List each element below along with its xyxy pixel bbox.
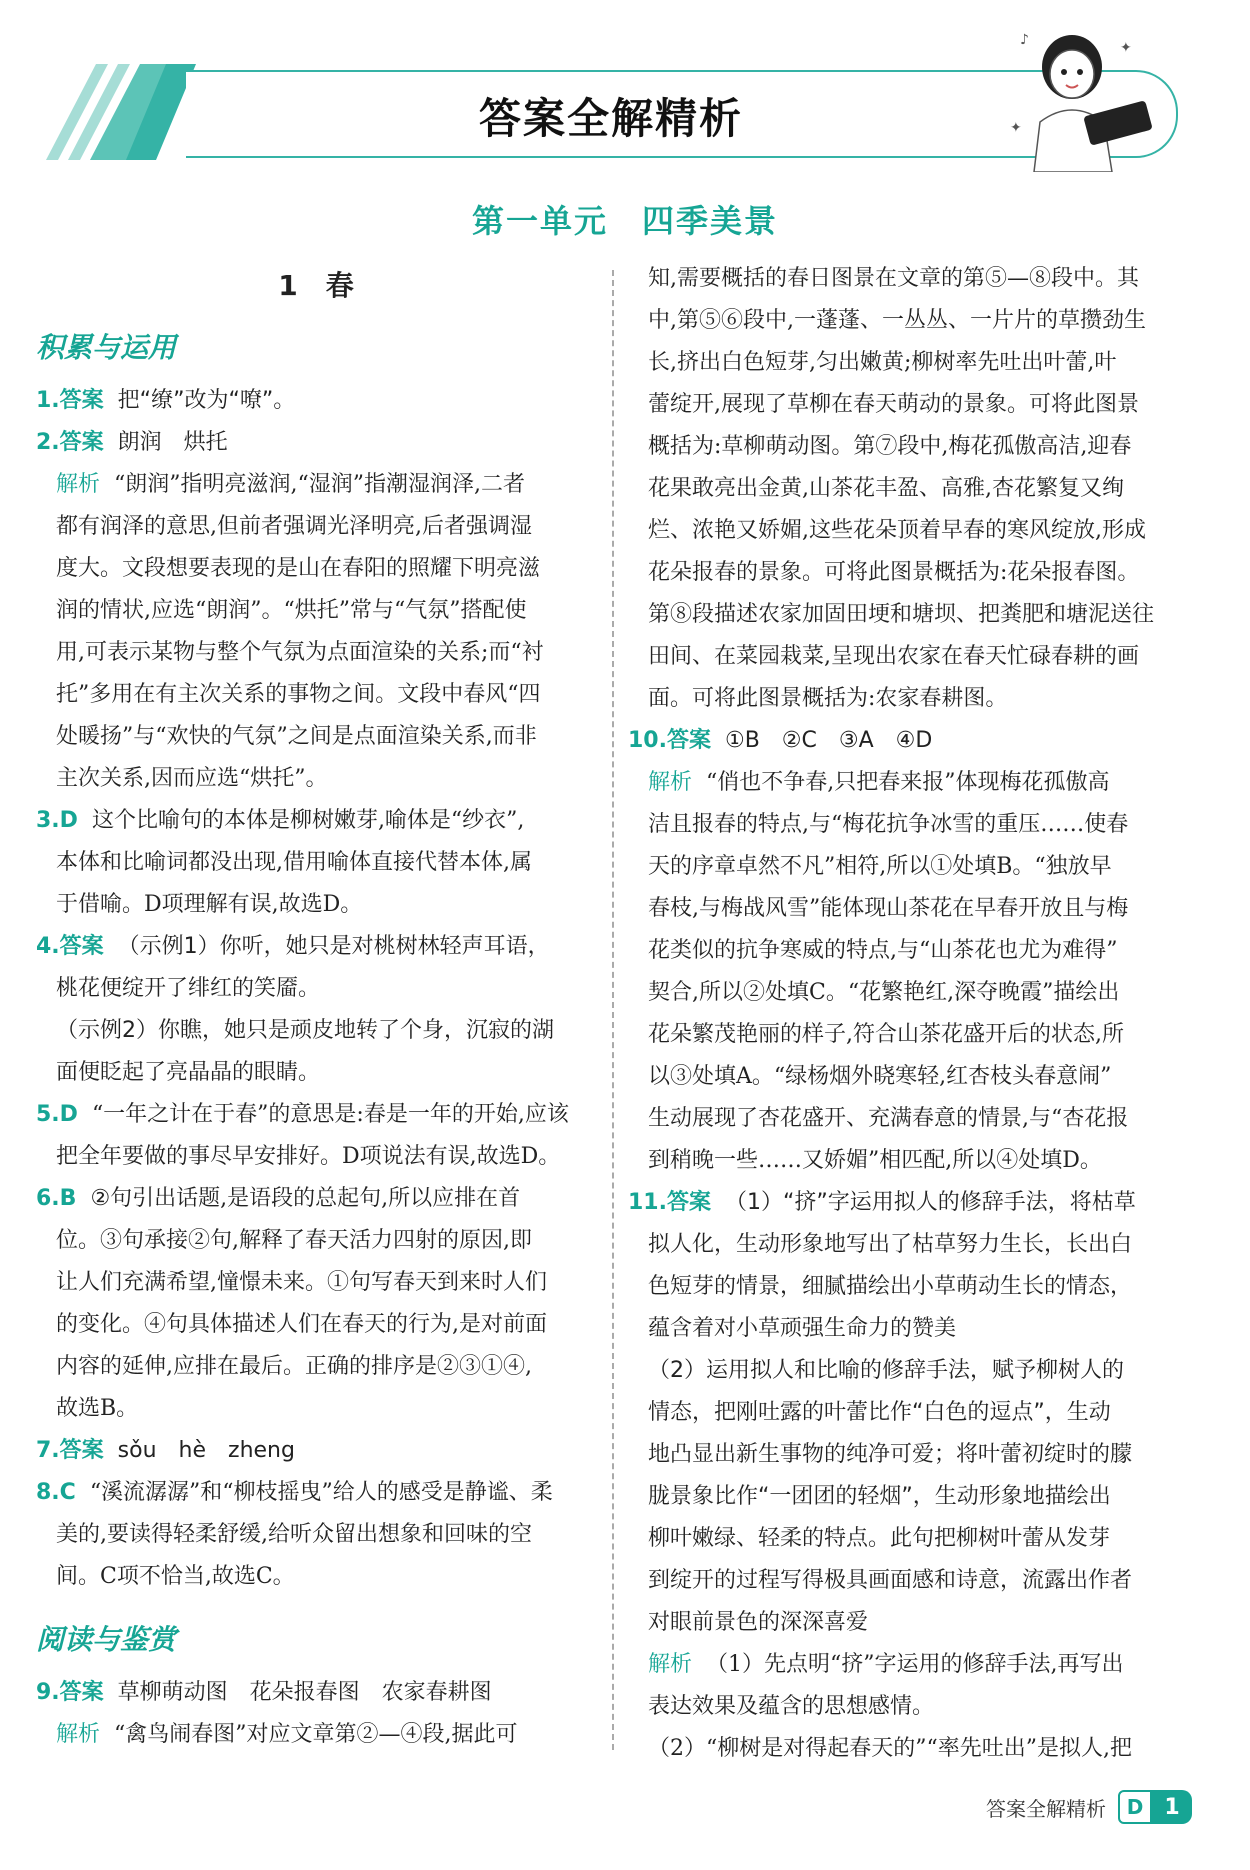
explanation-label: 解析 [56,472,101,497]
answer-line: 到绽开的过程写得极具画面感和诗意，流露出作者 [648,1568,1133,1593]
explanation-line: 花果敢亮出金黄,山茶花丰盈、高雅,杏花繁复又绚 [648,476,1124,501]
answer-label: 1.答案 [36,388,104,413]
answer-line: 色短芽的情景，细腻描绘出小草萌动生长的情态， [648,1274,1133,1299]
answer-line: 于借喻。D项理解有误,故选D。 [56,892,363,917]
answer-label: 11.答案 [628,1190,711,1215]
answer-text: 把“缭”改为“嘹”。 [117,388,296,413]
question-5: 5.D “一年之计在于春”的意思是:春是一年的开始,应该 [36,1102,569,1127]
answer-line: 的变化。④句具体描述人们在春天的行为,是对前面 [56,1312,547,1337]
svg-text:♪: ♪ [1020,32,1029,48]
answer-label: 3.D [36,808,78,833]
answer-line: 本体和比喻词都没出现,借用喻体直接代替本体,属 [56,850,532,875]
page-footer [986,1790,1192,1824]
explanation-line: 洁且报春的特点,与“梅花抗争冰雪的重压……使春 [648,812,1129,837]
explanation-line: 长,挤出白色短芽,匀出嫩黄;柳树率先吐出叶蕾,叶 [648,350,1117,375]
answer-label: 5.D [36,1102,78,1127]
answer-line: 间。C项不恰当,故选C。 [56,1564,295,1589]
explanation-line: 蕾绽开,展现了草柳在春天萌动的景象。可将此图景 [648,392,1139,417]
answer-text: 草柳萌动图 花朵报春图 农家春耕图 [117,1680,492,1705]
explanation-line: 主次关系,因而应选“烘托”。 [56,766,328,791]
explanation-line: 第⑧段描述农家加固田埂和塘坝、把粪肥和塘泥送往 [648,602,1155,627]
explanation-line: （2）“柳树是对得起春天的”“率先吐出”是拟人,把 [648,1736,1132,1761]
answer-line: 故选B。 [56,1396,139,1421]
answer-line: 位。③句承接②句,解释了春天活力四射的原因,即 [56,1228,532,1253]
left-column [36,258,596,1756]
explanation-label: 解析 [648,770,693,795]
answer-text: sǒu hè zheng [117,1438,295,1463]
answer-label: 10.答案 [628,728,711,753]
question-4: 4.答案 （示例1）你听，她只是对桃树林轻声耳语， [36,934,550,959]
answer-line: 内容的延伸,应排在最后。正确的排序是②③①④, [56,1354,532,1379]
explanation-line: 田间、在菜园栽菜,呈现出农家在春天忙碌春耕的画 [648,644,1139,669]
answer-line: 地凸显出新生事物的纯净可爱；将叶蕾初绽时的朦 [648,1442,1133,1467]
answer-text: ①B ②C ③A ④D [724,728,933,753]
explanation-line: 托”多用在有主次关系的事物之间。文段中春风“四 [56,682,541,707]
question-8: 8.C “溪流潺潺”和“柳枝摇曳”给人的感受是静谧、柔 [36,1480,553,1505]
explanation-line: 以③处填A。“绿杨烟外晓寒轻,红杏枝头春意闹” [648,1064,1112,1089]
answer-label: 9.答案 [36,1680,104,1705]
explanation-line: 花朵报春的景象。可将此图景概括为:花朵报春图。 [648,560,1140,585]
explanation-line: 度大。文段想要表现的是山在春阳的照耀下明亮滋 [56,556,541,581]
answer-line: 对眼前景色的深深喜爱 [648,1610,869,1635]
explanation-line: 春枝,与梅战风雪”能体现山茶花在早春开放且与梅 [648,896,1129,921]
explanation-line: 天的序章卓然不凡”相符,所以①处填B。“独放早 [648,854,1112,879]
answer-line: 蕴含着对小草顽强生命力的赞美 [648,1316,957,1341]
answer-line: 情态，把刚吐露的叶蕾比作“白色的逗点”，生动 [648,1400,1111,1425]
unit-title: 第一单元 四季美景 [471,202,778,240]
explanation-line: 生动展现了杏花盛开、充满春意的情景,与“杏花报 [648,1106,1129,1131]
answer-line: 桃花便绽开了绯红的笑靥。 [56,976,321,1001]
section-heading-accumulation: 积累与运用 [36,331,177,364]
explanation-line: 表达效果及蕴含的思想感情。 [648,1694,935,1719]
explanation-line: 润的情状,应选“朗润”。“烘托”常与“气氛”搭配使 [56,598,527,623]
explanation-line: 解析 “朗润”指明亮滋润,“湿润”指潮湿润泽,二者 [56,472,525,497]
explanation-line: 解析 （1）先点明“挤”字运用的修辞手法,再写出 [648,1652,1124,1677]
svg-text:✦: ✦ [1010,120,1022,136]
answer-line: （示例2）你瞧，她只是顽皮地转了个身，沉寂的湖 [56,1018,554,1043]
answer-line: （2）运用拟人和比喻的修辞手法，赋予柳树人的 [648,1358,1124,1383]
page-number: 1 [1152,1790,1192,1824]
explanation-line: 解析 “禽鸟闹春图”对应文章第②—④段,据此可 [56,1722,518,1747]
edition-badge: D [1118,1790,1152,1824]
answer-line: 拟人化，生动形象地写出了枯草努力生长，长出白 [648,1232,1133,1257]
explanation-line: 处暖扬”与“欢快的气氛”之间是点面渲染关系,而非 [56,724,537,749]
explanation-line: 用,可表示某物与整个气氛为点面渲染的关系;而“衬 [56,640,544,665]
answer-line: 面便眨起了亮晶晶的眼睛。 [56,1060,321,1085]
question-1 [36,380,596,422]
question-11: 11.答案 （1）“挤”字运用拟人的修辞手法，将枯草 [628,1190,1136,1215]
answer-text: 朗润 烘托 [117,430,228,455]
explanation-line: 中,第⑤⑥段中,一蓬蓬、一丛丛、一片片的草攒劲生 [648,308,1146,333]
explanation-line: 知,需要概括的春日图景在文章的第⑤—⑧段中。其 [648,266,1139,291]
girl-reading-illustration-icon [1000,22,1190,172]
explanation-line: 契合,所以②处填C。“花繁艳红,深夺晚霞”描绘出 [648,980,1120,1005]
question-9 [36,1672,596,1714]
answer-label: 2.答案 [36,430,104,455]
question-3: 3.D 这个比喻句的本体是柳树嫩芽,喻体是“纱衣”, [36,808,525,833]
question-2 [36,422,596,464]
right-column [628,258,1188,1770]
question-10 [628,720,1188,762]
answer-label: 7.答案 [36,1438,104,1463]
page-badge [1118,1790,1192,1824]
answer-label: 8.C [36,1480,76,1505]
section-heading-reading: 阅读与鉴赏 [36,1623,177,1656]
explanation-line: 面。可将此图景概括为:农家春耕图。 [648,686,1008,711]
answer-line: 美的,要读得轻柔舒缓,给听众留出想象和回味的空 [56,1522,532,1547]
question-7 [36,1430,596,1472]
answer-line: 让人们充满希望,憧憬未来。①句写春天到来时人们 [56,1270,547,1295]
explanation-line: 解析 “俏也不争春,只把春来报”体现梅花孤傲高 [648,770,1110,795]
explanation-line: 都有润泽的意思,但前者强调光泽明亮,后者强调湿 [56,514,532,539]
explanation-line: 概括为:草柳萌动图。第⑦段中,梅花孤傲高洁,迎春 [648,434,1132,459]
explanation-line: 烂、浓艳又娇媚,这些花朵顶着早春的寒风绽放,形成 [648,518,1146,543]
svg-text:✦: ✦ [1120,40,1132,56]
answer-label: 6.B [36,1186,77,1211]
column-divider [612,270,614,1750]
answer-line: 把全年要做的事尽早安排好。D项说法有误,故选D。 [56,1144,561,1169]
lesson-title: 1 春 [278,269,354,302]
explanation-line: 花朵繁茂艳丽的样子,符合山茶花盛开后的状态,所 [648,1022,1124,1047]
explanation-label: 解析 [56,1722,101,1747]
answer-line: 胧景象比作“一团团的轻烟”，生动形象地描绘出 [648,1484,1111,1509]
explanation-line: 花类似的抗争寒威的特点,与“山茶花也尤为难得” [648,938,1118,963]
footer-title: 答案全解精析 [986,1796,1106,1821]
answer-label: 4.答案 [36,934,104,959]
explanation-label: 解析 [648,1652,693,1677]
answer-line: 柳叶嫩绿、轻柔的特点。此句把柳树叶蕾从发芽 [648,1526,1111,1551]
explanation-line: 到稍晚一些……又娇媚”相匹配,所以④处填D。 [648,1148,1102,1173]
question-6: 6.B ②句引出话题,是语段的总起句,所以应排在首 [36,1186,521,1211]
page-title: 答案全解精析 [478,94,743,143]
